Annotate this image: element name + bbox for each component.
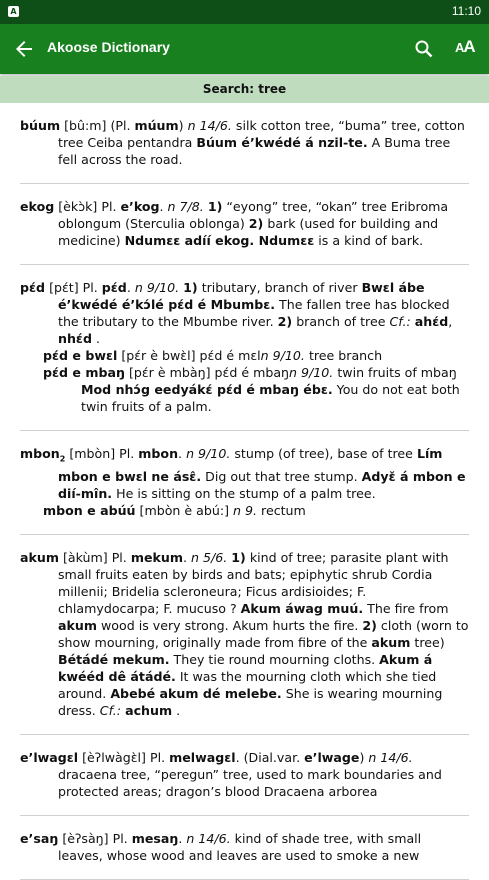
notification-icon: A xyxy=(8,6,19,17)
definition: kind of tree; parasite plant with small fruits eaten by birds and bats; epiphytic shrub Cordia millenii; Bridelia scleroneura; Ficus ardisioides; F. chlamydocarpa; F. mucuso ? xyxy=(58,549,449,616)
plural-form: mesaŋ xyxy=(131,830,179,846)
translation: is a kind of bark. xyxy=(318,233,424,248)
translation: She is wearing mourning dress. xyxy=(58,685,443,718)
grammar: n 7/8. xyxy=(167,199,204,214)
plural-form: mbon xyxy=(138,446,179,461)
plural-label: Pl. xyxy=(119,446,135,461)
pronunciation: [mbòn è abú:] xyxy=(139,502,229,518)
example: Adyɛ̌ á mbon e dií-mîn. xyxy=(58,468,466,501)
example: Lím mbon e bwɛl ne ásɛ̂. xyxy=(58,446,443,484)
definition: kind of shade tree, with small leaves, whose wood and leaves are used to smoke a new xyxy=(58,830,422,863)
definition: branch of tree xyxy=(296,314,386,329)
headword: pɛ́d xyxy=(20,280,46,295)
plural-label: Pl. xyxy=(111,549,127,565)
dialect-variant: e’lwage xyxy=(304,749,360,765)
headword: akum xyxy=(20,549,59,565)
definition: “eyong” tree, “okan” tree Eribroma oblongum (Sterculia oblonga) xyxy=(58,199,449,231)
search-icon[interactable] xyxy=(412,37,436,61)
headword: e’lwagɛl xyxy=(20,749,79,765)
headword: mbon$_2$ xyxy=(20,446,66,464)
translation: He is sitting on the stump of a palm tree. xyxy=(116,485,376,501)
example-word: akum xyxy=(371,634,411,650)
definition: silk cotton tree, “buma” tree, cotton tree Ceiba pentandra xyxy=(58,118,465,150)
plural-form: múum xyxy=(134,118,179,133)
pronunciation: [pɛ́r è bwɛ̀l] xyxy=(121,348,196,363)
headword: búum xyxy=(20,118,61,133)
example: Akum áwag muú. xyxy=(240,600,364,616)
plural-label: (Pl. xyxy=(110,118,131,133)
translation: wood is very strong. Akum hurts the fire. xyxy=(100,617,359,633)
translation: The fallen tree has blocked the tributary to the Mbumbe river. xyxy=(58,297,450,329)
translation: Dig out that tree stump. xyxy=(205,468,358,484)
definition: rectum xyxy=(261,502,306,518)
list-item[interactable]: pɛ́d [pɛ́t] Pl. pɛ́d. n 9/10. 1) tributary, branch of river Bwɛl ábe é’kwédé é’kɔ́lé pɛ́d é Mbumbɛ. The fallen tree has blocked the tributary to the Mbumbe river. 2) branch of tree Cf.: ahɛ́d, nhɛ́d . pɛ́d e bwɛl [pɛ́r è bwɛ̀l] pɛ́d é mɛln 9/10. tree branch pɛ́d e mbaŋ [pɛ́r è mbàŋ] pɛ́d é mbaŋn 9/10. twin fruits of mbaŋ Mod nhɔ́g eedyákɛ́ pɛ́d é mbaŋ ébɛ. You do not eat both twin fruits of a palm. xyxy=(20,265,469,431)
cf-label: Cf.: xyxy=(389,314,411,329)
example: Abebé akum dé melebe. xyxy=(110,685,282,701)
grammar: n 5/6. xyxy=(190,549,228,565)
plural-label: Pl. xyxy=(82,280,98,295)
definition: tree) xyxy=(414,634,445,650)
plural-label: Pl. xyxy=(101,199,117,214)
grammar: n 9. xyxy=(233,502,258,518)
example: Bétádé mekum. xyxy=(58,651,170,667)
translation: They tie round mourning cloths. xyxy=(173,651,376,667)
app-title: Akoose Dictionary xyxy=(47,39,170,55)
translation: You do not eat both twin fruits of a palm. xyxy=(81,382,460,414)
sense-number: 2) xyxy=(248,216,264,231)
list-item[interactable]: e’saŋ [èʔsàŋ] Pl. mesaŋ. n 14/6. kind of shade tree, with small leaves, whose wood and leaves are used to smoke a new xyxy=(20,816,469,880)
translation: The fire from xyxy=(367,600,449,616)
translation: It was the mourning cloth which she tied around. xyxy=(58,668,437,701)
definition: bark (used for building and medicine) xyxy=(58,216,439,248)
definition: cloth (worn to show mourning, originally made from fibre of the xyxy=(58,617,469,650)
plural-form: melwagɛl xyxy=(169,749,236,765)
plural-label: Pl. xyxy=(149,749,166,765)
subentry-form: pɛ́d é mbaŋ xyxy=(214,365,290,380)
example-word: akum xyxy=(58,617,97,633)
definition: dracaena tree, “peregun” tree, used to mark boundaries and protected areas; dragon’s blood Dracaena arborea xyxy=(58,766,442,799)
cross-ref-link[interactable]: ahɛ́d xyxy=(414,314,449,329)
list-item[interactable]: mbon$_2$ [mbòn] Pl. mbon. n 9/10. stump (of tree), base of tree Lím mbon e bwɛl ne ásɛ̂. Dig out that tree stump. Adyɛ̌ á mbon e dií-mîn. He is sitting on the stump of a palm tree. mbon e abúú [mbòn è abú:] n 9. rectum xyxy=(20,431,469,535)
grammar: n 14/6. xyxy=(187,118,232,133)
list-item[interactable]: akum [àkùm] Pl. mekum. n 5/6. 1) kind of tree; parasite plant with small fruits eaten by birds and bats; epiphytic shrub Cordia millenii; Bridelia scleroneura; Ficus ardisioides; F. chlamydocarpa; F. mucuso ? Akum áwag muú. The fire from akum wood is very strong. Akum hurts the fire. 2) cloth (worn to show mourning, originally made from fibre of the akum tree) Bétádé mekum. They tie round mourning cloths. Akum á kwééd dê átádé. It was the mourning cloth which she tied around. Abebé akum dé melebe. She is wearing mourning dress. Cf.: achum . xyxy=(20,535,469,735)
pronunciation: [èʔlwàgɛ̀l] xyxy=(82,749,146,765)
pronunciation: [èʔsàŋ] xyxy=(62,830,109,846)
grammar: n 9/10. xyxy=(260,348,305,363)
list-item[interactable]: búum [bû:m] (Pl. múum) n 14/6. silk cotton tree, “buma” tree, cotton tree Ceiba pentandra Búum é’kwédé á nzil-te. A Buma tree fell across the road. xyxy=(20,103,469,184)
definition: twin fruits of mbaŋ xyxy=(337,365,457,380)
subentry-headword: mbon e abúú xyxy=(43,502,136,518)
translation: A Buma tree fell across the road. xyxy=(58,135,451,167)
grammar: n 9/10. xyxy=(289,365,334,380)
example: Bwɛl ábe é’kwédé é’kɔ́lé pɛ́d é Mbumbɛ. xyxy=(58,280,425,312)
results-list xyxy=(0,103,489,880)
plural-form: pɛ́d xyxy=(101,280,127,295)
example: Akum á kwééd dê átádé. xyxy=(58,651,433,684)
example: Búum é’kwédé á nzil-te. xyxy=(196,135,368,150)
plural-form: e’kog xyxy=(120,199,160,214)
pronunciation: [èkɔ̀k] xyxy=(58,199,98,214)
definition: stump (of tree), base of tree xyxy=(234,446,413,461)
status-bar xyxy=(0,0,489,24)
pronunciation: [pɛ́r è mbàŋ] xyxy=(128,365,211,380)
cross-ref-link[interactable]: achum xyxy=(125,702,173,718)
sense-number: 1) xyxy=(231,549,246,565)
example: Ndumɛɛ adíí ekog. Ndumɛɛ xyxy=(124,233,315,248)
status-time: 11:10 xyxy=(451,4,481,18)
sense-number: 2) xyxy=(277,314,293,329)
definition: tributary, branch of river xyxy=(201,280,358,295)
cross-ref-link[interactable]: nhɛ́d xyxy=(58,331,92,346)
subentry-form: pɛ́d é mɛl xyxy=(199,348,261,363)
definition: tree branch xyxy=(308,348,383,363)
plural-label: Pl. xyxy=(112,830,128,846)
plural-form: mekum xyxy=(130,549,183,565)
pronunciation: [pɛ́t] xyxy=(49,280,79,295)
subentry-headword: pɛ́d e bwɛl xyxy=(43,348,118,363)
sense-number: 1) xyxy=(183,280,198,295)
headword: e’saŋ xyxy=(20,830,59,846)
sense-number: 1) xyxy=(207,199,223,214)
font-size-icon[interactable]: AA xyxy=(455,37,475,56)
headword: ekog xyxy=(20,199,55,214)
sense-number: 2) xyxy=(362,617,377,633)
back-arrow-icon[interactable] xyxy=(12,37,36,61)
pronunciation: [bû:m] xyxy=(64,118,107,133)
example: Mod nhɔ́g eedyákɛ́ pɛ́d é mbaŋ ébɛ. xyxy=(81,382,333,397)
grammar: n 14/6. xyxy=(186,830,231,846)
grammar: n 9/10. xyxy=(186,446,231,461)
grammar: n 14/6. xyxy=(368,749,413,765)
grammar: n 9/10. xyxy=(134,280,180,295)
cf-label: Cf.: xyxy=(99,702,122,718)
app-bar xyxy=(0,24,489,74)
list-item[interactable]: ekog [èkɔ̀k] Pl. e’kog. n 7/8. 1) “eyong” tree, “okan” tree Eribroma oblongum (Sterculia oblonga) 2) bark (used for building and medicine) Ndumɛɛ adíí ekog. Ndumɛɛ is a kind of bark. xyxy=(20,184,469,265)
search-label: Search: tree xyxy=(0,76,489,103)
subentry-headword: pɛ́d e mbaŋ xyxy=(43,365,125,380)
pronunciation: [mbòn] xyxy=(69,446,116,461)
list-item[interactable]: e’lwagɛl [èʔlwàgɛ̀l] Pl. melwagɛl. (Dial.var. e’lwage) n 14/6. dracaena tree, “peregun” tree, used to mark boundaries and protected areas; dragon’s blood Dracaena arborea xyxy=(20,735,469,816)
pronunciation: [àkùm] xyxy=(62,549,108,565)
